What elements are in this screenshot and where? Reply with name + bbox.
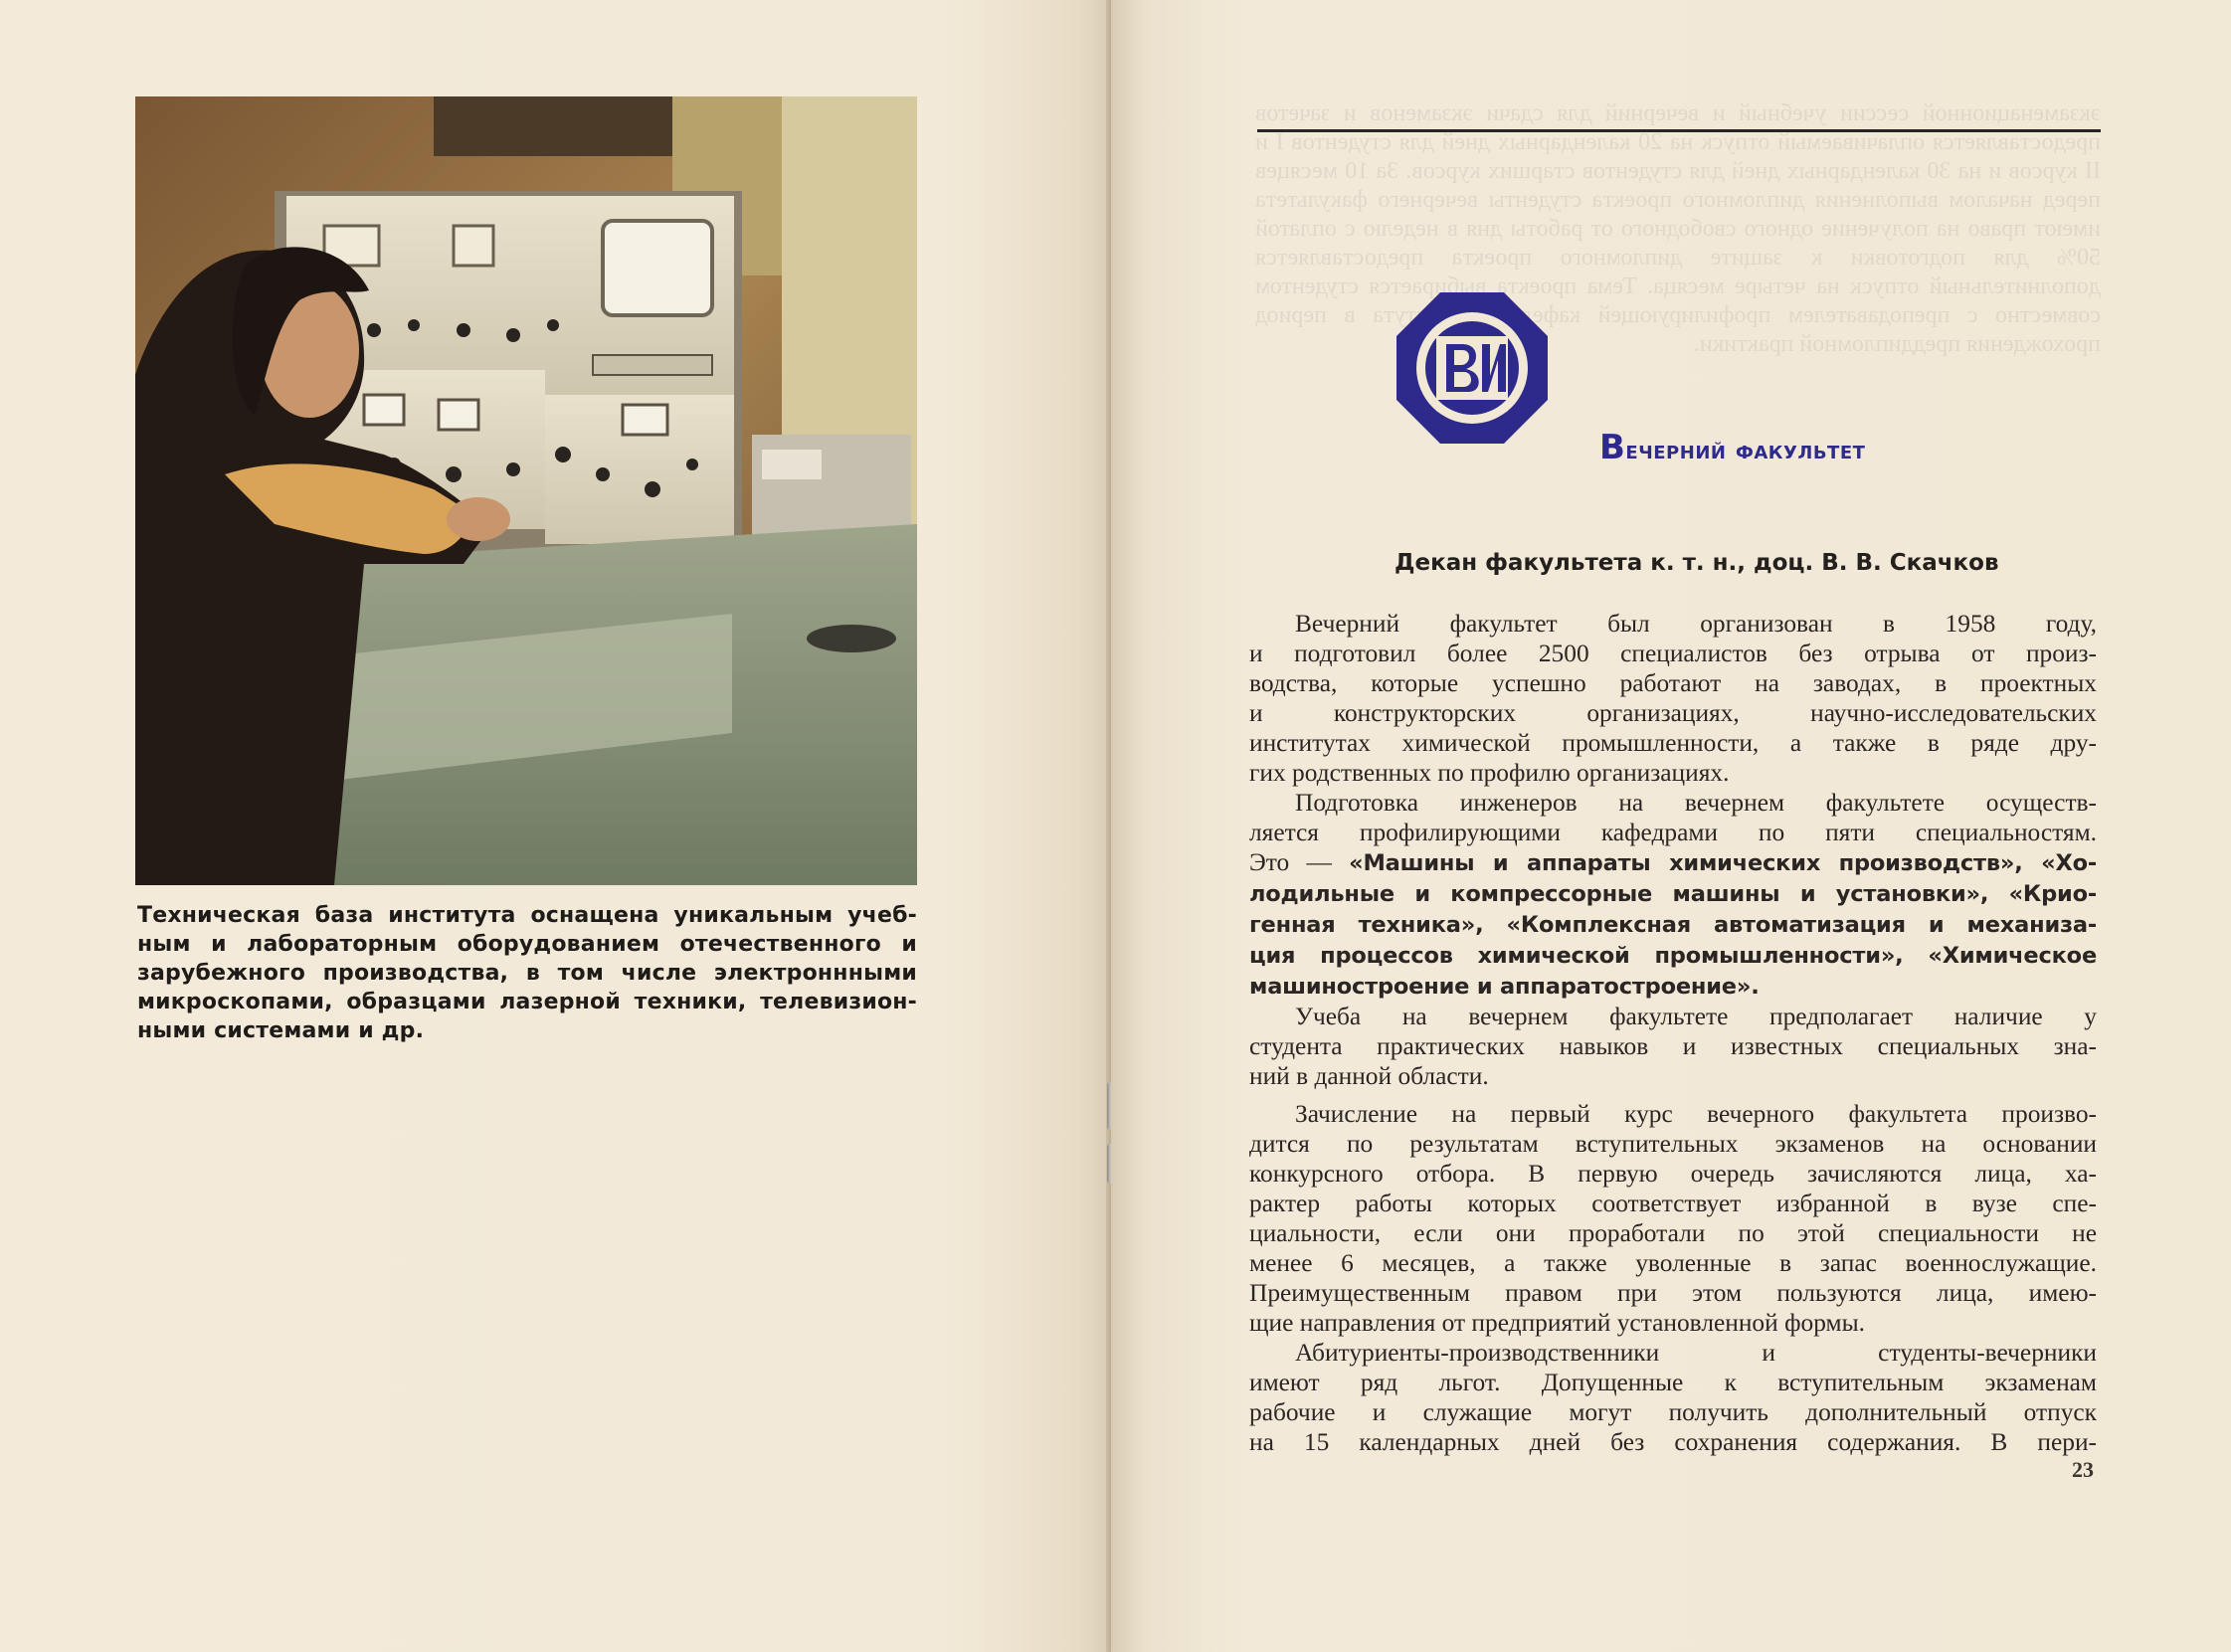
text-line: Подготовка инженеров на вечернем факультете осуществ- xyxy=(1295,789,2097,817)
text-line: имеют ряд льгот. Допущенные к вступительным экзаменам xyxy=(1249,1369,2097,1396)
left-page xyxy=(0,0,1111,1652)
specialty-list: машиностроение и аппаратостроение». xyxy=(1249,974,1760,1000)
text-line: водства, которые успешно работают на заводах, в проектных xyxy=(1249,669,2097,697)
text-line: циальности, если они проработали по этой специальности не xyxy=(1249,1219,2097,1247)
header-rule xyxy=(1257,129,2101,132)
paragraph xyxy=(1249,609,2097,788)
faculty-logo-icon xyxy=(1393,288,1552,448)
text-line: институтах химической промышленности, а также в ряде дру- xyxy=(1249,729,2097,757)
text-line: Учеба на вечернем факультете предполагает наличие у xyxy=(1295,1003,2097,1030)
specialty-list: ция процессов химической промышленности», «Химическое xyxy=(1249,943,2097,969)
text-line: Абитуриенты-производственники и студенты-вечерники xyxy=(1295,1339,2097,1367)
section-title-rest: ечерний факультет xyxy=(1625,436,1866,465)
text-line: и конструкторских организациях, научно-исследовательских xyxy=(1249,699,2097,727)
paragraph xyxy=(1249,1002,2097,1091)
text-line xyxy=(1249,971,2097,1002)
text-line: ний в данной области. xyxy=(1249,1062,1489,1090)
dean-line: Декан факультета к. т. н., доц. В. В. Скачков xyxy=(1394,550,1999,576)
text-line: и подготовил более 2500 специалистов без отрыва от произ- xyxy=(1249,640,2097,667)
text-line: Зачисление на первый курс вечерного факультета произво- xyxy=(1295,1100,2097,1128)
text-line: студента практических навыков и известных специальных зна- xyxy=(1249,1032,2097,1060)
text-line: на 15 календарных дней без сохранения содержания. В пери- xyxy=(1249,1428,2097,1456)
text-line xyxy=(1249,878,2097,909)
paragraph xyxy=(1249,788,2097,1002)
page-number: 23 xyxy=(2072,1457,2094,1482)
paragraph xyxy=(1249,1338,2097,1457)
specialty-list: лодильные и компрессорные машины и установки», «Крио- xyxy=(1249,881,2097,907)
specialty-list: генная техника», «Комплексная автоматизация и механиза- xyxy=(1249,912,2097,938)
caption-line: ным и лабораторным оборудованием отечественного и xyxy=(137,932,917,957)
specialty-list: «Машины и аппараты химических производств», «Хо- xyxy=(1349,850,2097,876)
text-line: Преимущественным правом при этом пользуются лица, имею- xyxy=(1249,1279,2097,1307)
lab-equipment-photo xyxy=(135,96,917,885)
text-line: менее 6 месяцев, а также уволенные в запас военнослужащие. xyxy=(1249,1249,2097,1277)
text-fragment: Это — xyxy=(1249,848,1350,876)
text-line: щие направления от предприятий установленной формы. xyxy=(1249,1309,1865,1337)
text-line: конкурсного отбора. В первую очередь зачисляются лица, ха- xyxy=(1249,1160,2097,1188)
text-line xyxy=(1249,909,2097,940)
section-title xyxy=(1599,428,1865,467)
caption-line: микроскопами, образцами лазерной техники, телевизион- xyxy=(137,990,917,1014)
body-text xyxy=(1249,609,2097,1457)
text-line: Вечерний факультет был организован в 1958 году, xyxy=(1295,610,2097,638)
paragraph xyxy=(1249,1099,2097,1338)
section-title-initial: В xyxy=(1599,428,1626,467)
text-line: рабочие и служащие могут получить дополнительный отпуск xyxy=(1249,1398,2097,1426)
text-line: дится по результатам вступительных экзаменов на основании xyxy=(1249,1130,2097,1158)
caption-line: зарубежного производства, в том числе электроннными xyxy=(137,961,917,986)
caption-line: ными системами и др. xyxy=(137,1018,425,1043)
text-line: гих родственных по профилю организациях. xyxy=(1249,759,1730,787)
caption-line: Техническая база института оснащена уникальным учеб- xyxy=(137,903,917,928)
text-line xyxy=(1249,847,2097,878)
text-line: рактер работы которых соответствует избранной в вузе спе- xyxy=(1249,1190,2097,1217)
text-line: ляется профилирующими кафедрами по пяти специальностям. xyxy=(1249,819,2097,846)
photo-caption xyxy=(137,901,917,1045)
text-line xyxy=(1249,940,2097,971)
